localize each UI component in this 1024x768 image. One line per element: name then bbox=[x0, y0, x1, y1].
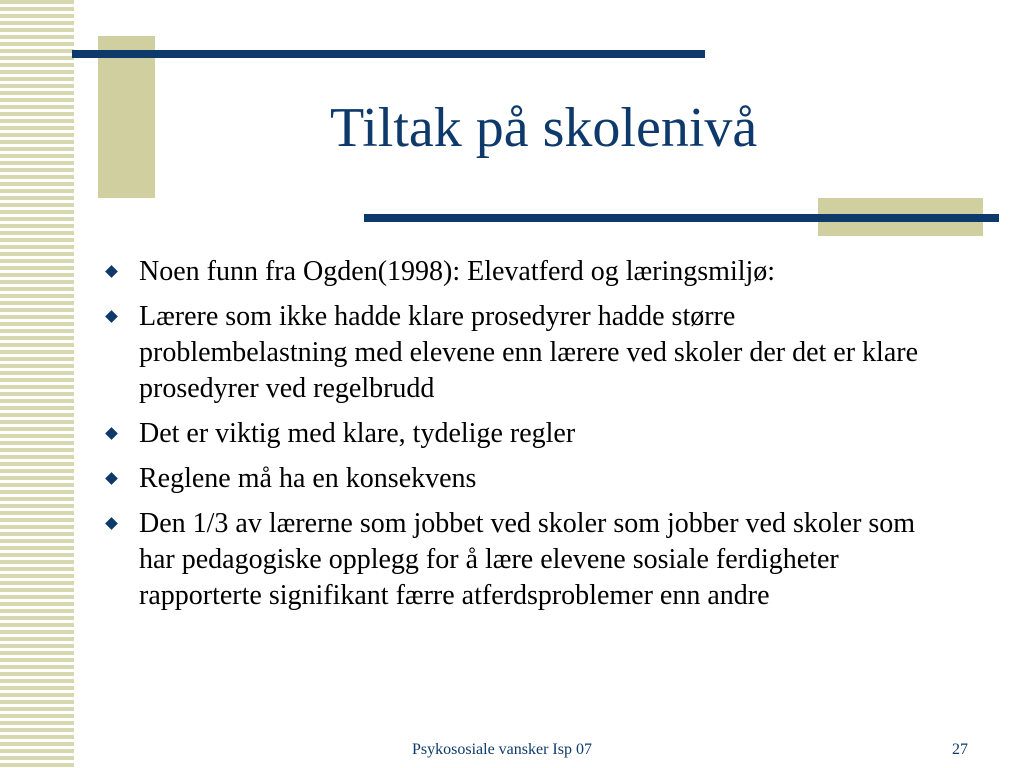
accent-block-top bbox=[98, 36, 155, 198]
diamond-bullet-icon bbox=[105, 310, 118, 323]
diamond-bullet-icon bbox=[105, 427, 118, 440]
bullet-list bbox=[104, 254, 944, 623]
title-rule-bottom bbox=[364, 214, 999, 222]
diamond-bullet-icon bbox=[105, 472, 118, 485]
bullet-item bbox=[104, 506, 944, 614]
bullet-text: Lærere som ikke hadde klare prosedyrer hadde større problembelastning med elevene enn lærere ved skoler der det er klare prosedyrer ved regelbrudd bbox=[139, 301, 919, 404]
bullet-text: Det er viktig med klare, tydelige regler bbox=[139, 418, 576, 449]
bullet-text: Reglene må ha en konsekvens bbox=[139, 463, 477, 494]
footer-text: Psykososiale vansker Isp 07 bbox=[412, 741, 592, 758]
bullet-item bbox=[104, 416, 944, 452]
bullet-item bbox=[104, 254, 944, 290]
diamond-bullet-icon bbox=[105, 517, 118, 530]
decorative-stripes bbox=[0, 0, 74, 768]
diamond-bullet-icon bbox=[105, 265, 118, 278]
title-rule-top bbox=[72, 50, 705, 58]
bullet-item bbox=[104, 299, 944, 407]
page-number: 27 bbox=[952, 741, 968, 758]
bullet-text: Den 1/3 av lærerne som jobbet ved skoler som jobber ved skoler som har pedagogiske opplegg for å lære elevene sosiale ferdigheter rapporterte signifikant færre atferdsproblemer enn andre bbox=[139, 508, 916, 611]
slide-title: Tiltak på skolenivå bbox=[330, 97, 758, 159]
bullet-item bbox=[104, 461, 944, 497]
bullet-text: Noen funn fra Ogden(1998): Elevatferd og læringsmiljø: bbox=[139, 256, 776, 287]
